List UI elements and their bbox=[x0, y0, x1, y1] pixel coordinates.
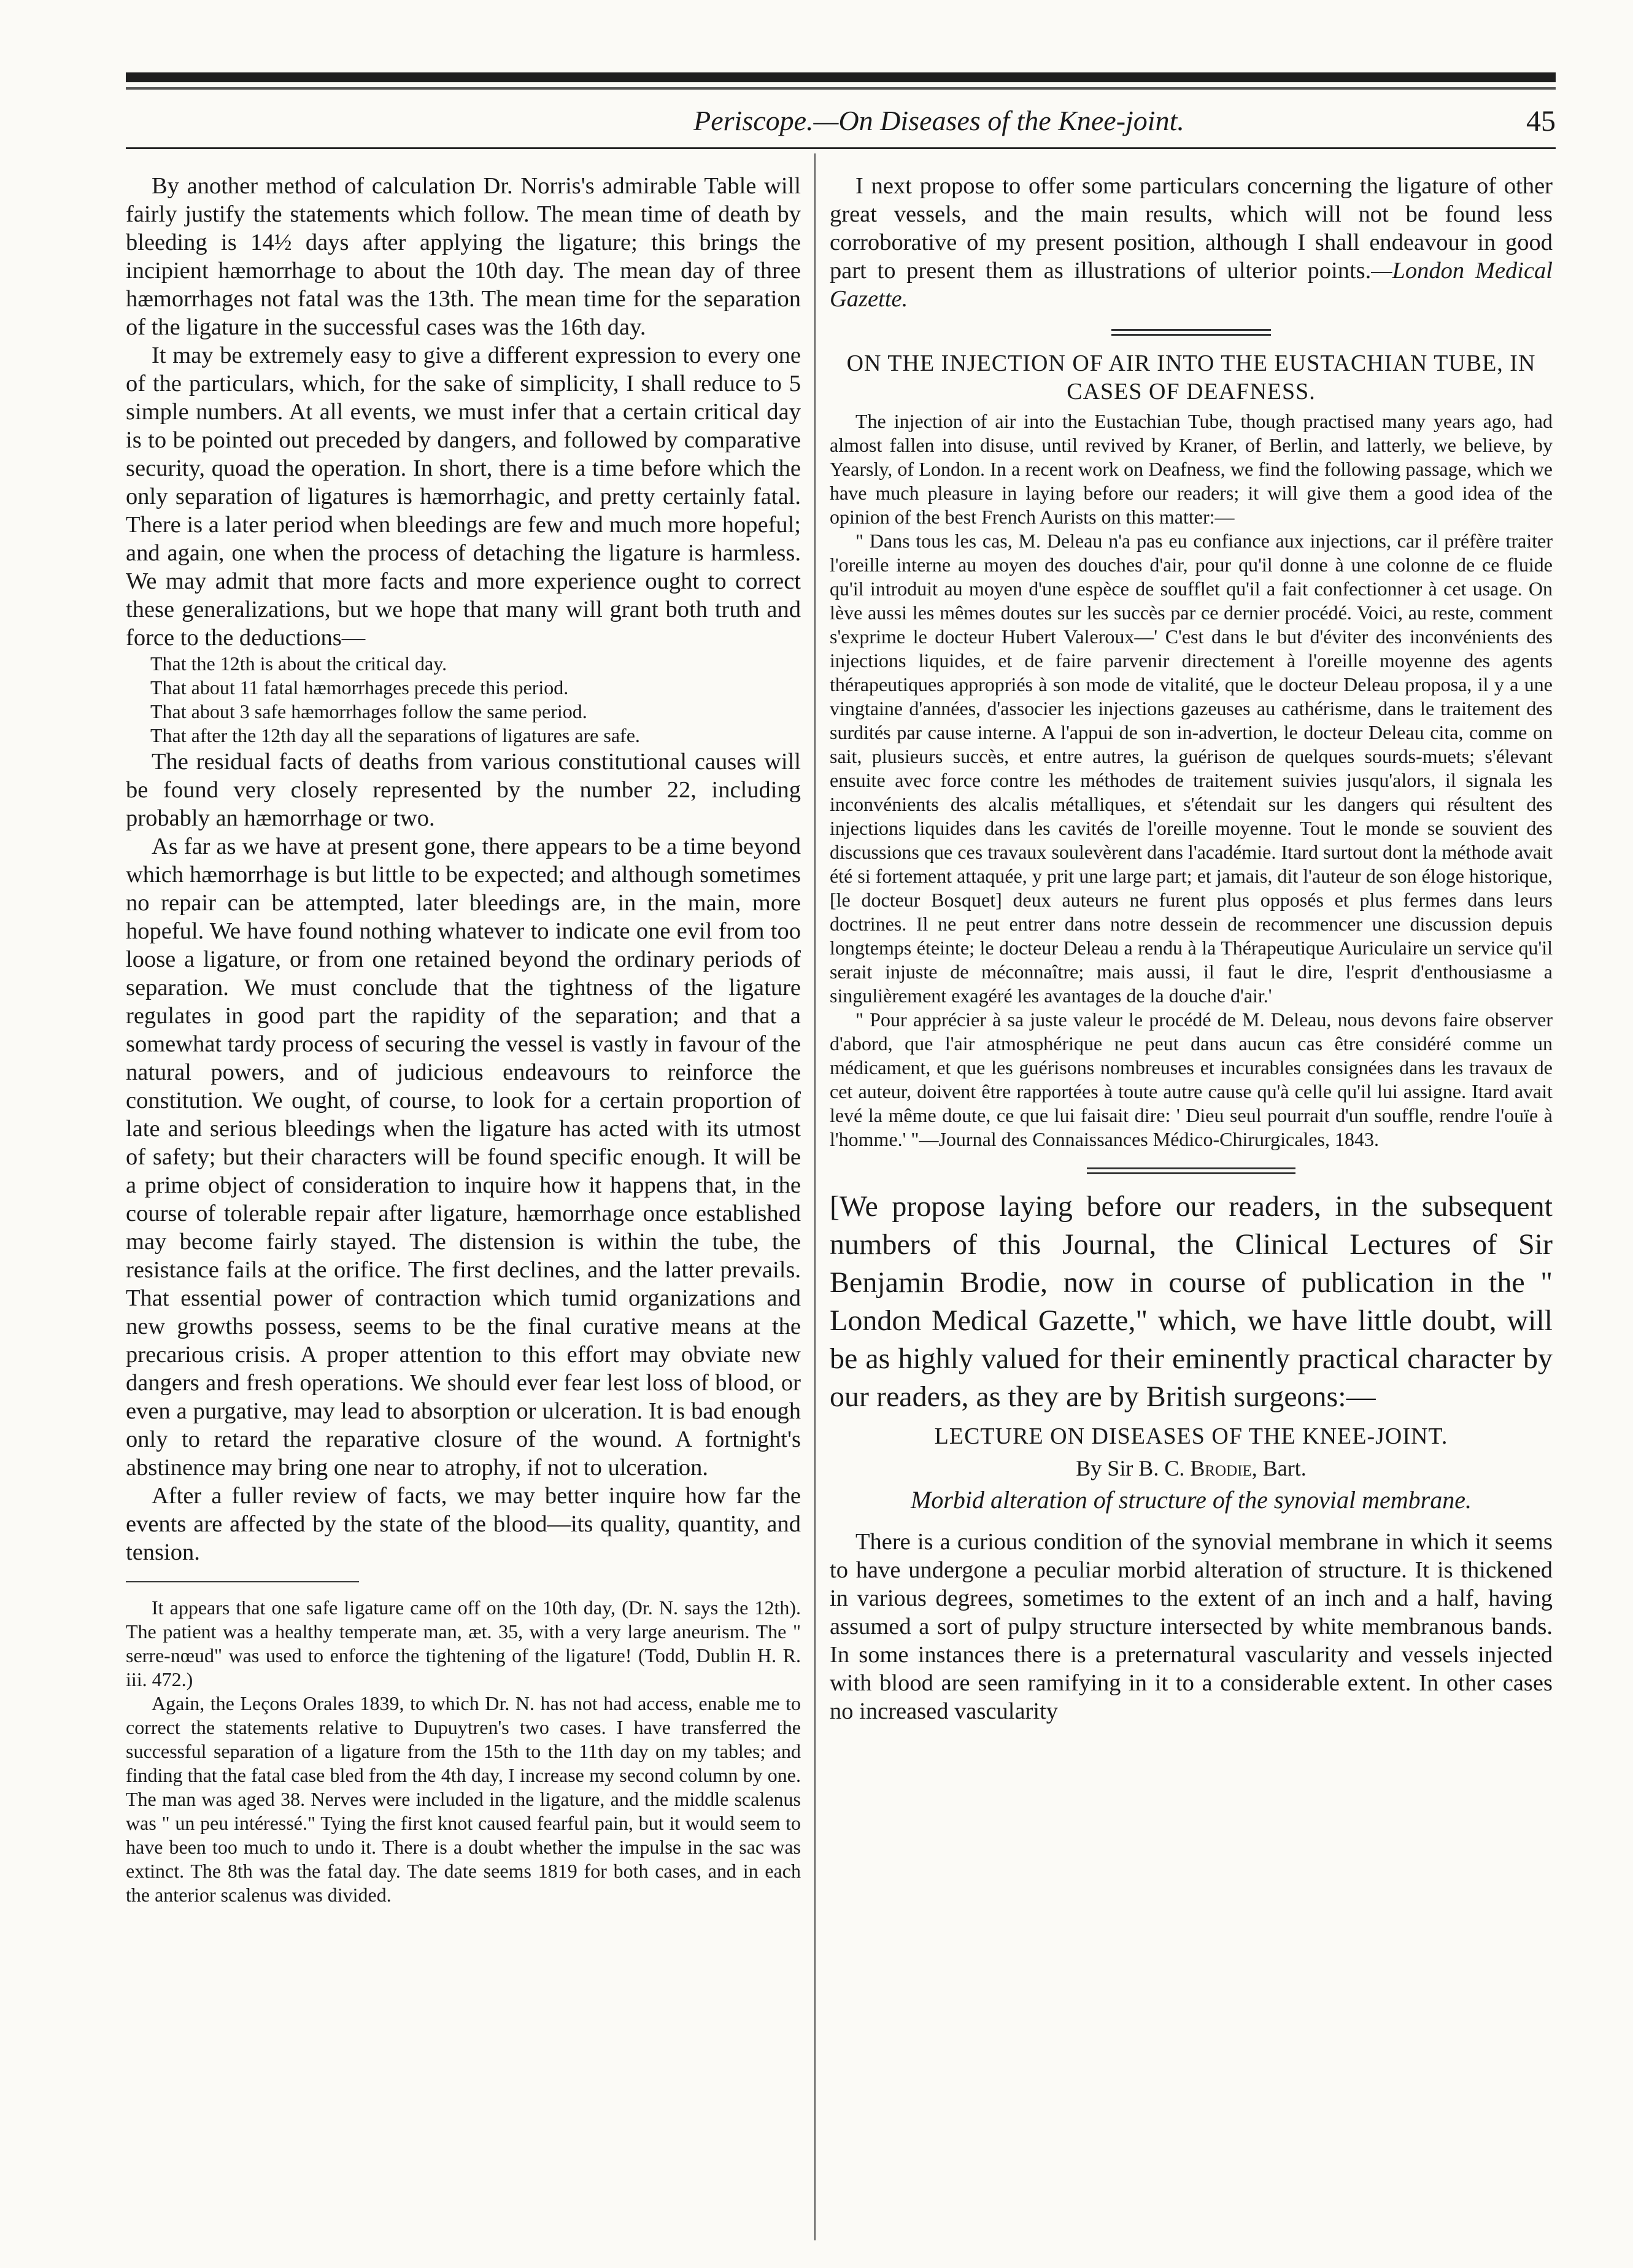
lecture-heading: LECTURE ON DISEASES OF THE KNEE-JOINT. bbox=[934, 1423, 1448, 1449]
lecture-subtitle: Morbid alteration of structure of the synovial membrane. bbox=[911, 1486, 1472, 1514]
lecture-byline bbox=[830, 1454, 1553, 1482]
paragraph: There is a curious condition of the synovial membrane in which it seems to have undergone a peculiar morbid alteration of structure. It is thickened in various degrees, sometimes to the extent of an inch and a half, having assumed a sort of pulpy structure intersected by white membranous bands. In some instances there is a preternatural vascularity and vessels injected with blood are seen ramifying in it to a considerable extent. In other cases no increased vascularity bbox=[830, 1529, 1553, 1724]
paragraph: As far as we have at present gone, there appears to be a time beyond which hæmorrhage is but little to be expected; and although sometimes no repair can be attempted, later bleedings are, in the main, more hopeful. We have found nothing whatever to indicate one evil from too loose a ligature, or from one retained beyond the ordinary periods of separation. We must conclude that the tightness of the ligature regulates in good part the rapidity of the separation; and that a somewhat tardy process of securing the vessel is vastly in favour of the natural powers, and of judicious endeavours to reinforce the constitution. We ought, of course, to look for a certain proportion of late and serious bleedings when the ligature has acted with its utmost of safety; but their characters will be found specific enough. It will be a prime object of consideration to inquire how it happens that, in the course of tolerable repair after ligature, hæmorrhage once established may become fairly stayed. The distension is within the tube, the resistance fails at the orifice. The first declines, and the latter prevails. That essential power of contraction which tumid organizations and new growths possess, seems to be the final curative means at the precarious crisis. A proper attention to this effort may obviate new dangers and fresh operations. We should ever fear lest loss of blood, or even a purgative, may lead to absorption or ulceration. It is bad enough only to retard the reparative closure of the wound. A fortnight's abstinence may bring one near to atrophy, if not to ulceration. bbox=[126, 834, 801, 1480]
paragraph: The residual facts of deaths from various constitutional causes will be found very closely represented by the number 22, including probably an hæmorrhage or two. bbox=[126, 749, 801, 831]
paragraph: The injection of air into the Eustachian Tube, though practised many years ago, had almost fallen into disuse, until revived by Kraner, of Berlin, and latterly, we believe, by Yearsly, of London. In a recent work on Deafness, we find the following passage, which we have much pleasure in laying before our readers; it will give them a good idea of the opinion of the best French Aurists on this matter:— bbox=[830, 410, 1553, 528]
list-item: That about 3 safe hæmorrhages follow the same period. bbox=[150, 700, 587, 722]
section-rule bbox=[1087, 1167, 1295, 1169]
footnotes bbox=[126, 1596, 801, 1907]
footnote: Again, the Leçons Orales 1839, to which Dr. N. has not had access, enable me to correct the statements relative to Dupuytren's two cases. I have transferred the successful separation of a ligature from the 15th to the 11th day on my tables; and finding that the fatal case bled from the 4th day, I increase my second column by one. The man was aged 38. Nerves were included in the ligature, and the middle scalenus was " un peu intéressé." Tying the first knot caused fearful pain, but it would seem to have been too much to undo it. There is a doubt whether the impulse in the sac was extinct. The 8th was the fatal day. The date seems 1819 for both cases, and in each the anterior scalenus was divided. bbox=[126, 1692, 801, 1906]
editorial-note: [We propose laying before our readers, in the subsequent numbers of this Journal, the Clinical Lectures of Sir Benjamin Brodie, now in course of publication in the " London Medical Gazette," which, we have little doubt, will be as highly valued for their eminently practical character by our readers, as they are by British surgeons:— bbox=[830, 1190, 1553, 1413]
header-rule bbox=[126, 147, 1556, 149]
page-number: 45 bbox=[1526, 105, 1556, 137]
page-header bbox=[126, 104, 1556, 147]
byline-prefix: By Sir B. C. bbox=[1076, 1456, 1191, 1480]
byline-suffix: , Bart. bbox=[1251, 1456, 1307, 1480]
paragraph: After a fuller review of facts, we may better inquire how far the events are affected by the state of the blood—its quality, quantity, and tension. bbox=[126, 1483, 801, 1565]
paragraph: It may be extremely easy to give a different expression to every one of the particulars, which, for the sake of simplicity, I shall reduce to 5 simple numbers. At all events, we must infer that a certain critical day is to be pointed out preceded by dangers, and followed by comparative security, quoad the operation. In short, there is a time before which the only separation of ligatures is hæmorrhagic, and pretty certainly fatal. There is a later period when bleedings are few and much more hopeful; and again, one when the process of detaching the ligature is harmless. We may admit that more facts and more experience ought to correct these generalizations, but we hope that many will grant both truth and force to the deductions— bbox=[126, 343, 801, 651]
section-heading: ON THE INJECTION OF AIR INTO THE EUSTACHIAN TUBE, IN CASES OF DEAFNESS. bbox=[846, 350, 1536, 404]
right-column bbox=[830, 172, 1553, 1725]
running-head: Periscope.—On Diseases of the Knee-joint. bbox=[693, 105, 1184, 136]
deductions-list bbox=[126, 652, 801, 748]
french-quote: " Dans tous les cas, M. Deleau n'a pas eu confiance aux injections, car il préfère traiter l'oreille interne au moyen des douches d'air, pour qu'il donne à une colonne de ce fluide qu'il introduit au moyen d'une espèce de soufflet qu'il a fait confectionner à cet usage. On lève aussi les mêmes doutes sur les succès par ce dernier procédé. Voici, au reste, comment s'exprime le docteur Hubert Valeroux—' C'est dans le but d'éviter des inconvénients des injections liquides, et de faire parvenir directement à l'oreille moyenne des agents thérapeutiques appropriés à son mode de vitalité, que le docteur Deleau proposa, il y a une vingtaine d'années, d'associer les injections gazeuses au cathérisme, dans le traitement des surdités par cause interne. A l'appui de son in-advertion, le docteur Deleau cita, comme on sait, plusieurs succès, et entre autres, la guérison de quelques sourds-muets; s'élevant ensuite avec force contre les méthodes de traitement suivies jusqu'alors, il signala les inconvénients des alcalis métalliques, et s'étendait sur les dangers qui résultent des injections liquides dans les cavités de l'oreille moyenne. Tout le monde se souvient des discussions que ces travaux soulevèrent dans l'académie. Itard surtout dont la méthode avait été si fortement attaquée, y prit une large part; et jamais, dit l'auteur de son éloge historique, [le docteur Bosquet] deux auteurs ne furent plus opposés et plus fermes dans leurs doctrines. Il ne peut entrer dans notre dessein de recommencer une discussion depuis longtemps éteinte; le docteur Deleau a rendu à la Thérapeutique Auriculaire un service qu'il serait injuste de méconnaître; mais aussi, il faut le dire, l'esprit d'enthousiasme a singulièrement exagéré les avantages de la douche d'air.' bbox=[830, 530, 1553, 1007]
top-rule-thin bbox=[126, 87, 1556, 90]
intro-paragraph bbox=[830, 172, 1553, 313]
paragraph: By another method of calculation Dr. Norris's admirable Table will fairly justify the statements which follow. The mean time of death by bleeding is 14½ days after applying the ligature; this brings the incipient hæmorrhage to about the 10th day. The mean day of three hæmorrhages not fatal was the 13th. The mean time for the separation of the ligature in the successful cases was the 16th day. bbox=[126, 173, 801, 340]
footnote-rule bbox=[126, 1581, 359, 1582]
french-quote: " Pour apprécier à sa juste valeur le procédé de M. Deleau, nous devons faire observer d'abord, que l'air atmosphérique ne peut dans aucun cas être considéré comme un médicament, et que les guérisons nombreuses et incurables consignées dans les travaux de cet auteur, doivent être rapportées à toute autre cause qu'à celle qu'il lui assigne. Itard avait levé la même doute, ce que lui faisait dire: ' Dieu seul pourrait d'un souffle, rendre l'ouïe à l'homme.' "—Journal des Connaissances Médico-Chirurgicales, 1843. bbox=[830, 1008, 1553, 1150]
list-item: That about 11 fatal hæmorrhages precede this period. bbox=[150, 676, 569, 699]
intro-source: —London Medical Gazette. bbox=[830, 258, 1553, 312]
intro-text: I next propose to offer some particulars concerning the ligature of other great vessels, and the main results, which will not be found less corroborative of my present position, although I shall endeavour in good part to present them as illustrations of ulterior points. bbox=[830, 173, 1553, 284]
top-rule bbox=[126, 72, 1556, 82]
left-column bbox=[126, 172, 801, 1907]
byline-author: Brodie bbox=[1190, 1456, 1252, 1480]
footnote: It appears that one safe ligature came off on the 10th day, (Dr. N. says the 12th). The patient was a healthy temperate man, æt. 35, with a very large aneurism. The " serre-nœud" was used to enforce the tightening of the ligature! (Todd, Dublin H. R. iii. 472.) bbox=[126, 1597, 801, 1690]
column-divider bbox=[814, 153, 816, 2240]
section-rule bbox=[1111, 329, 1271, 331]
list-item: That the 12th is about the critical day. bbox=[150, 652, 447, 675]
list-item: That after the 12th day all the separations of ligatures are safe. bbox=[150, 724, 640, 746]
